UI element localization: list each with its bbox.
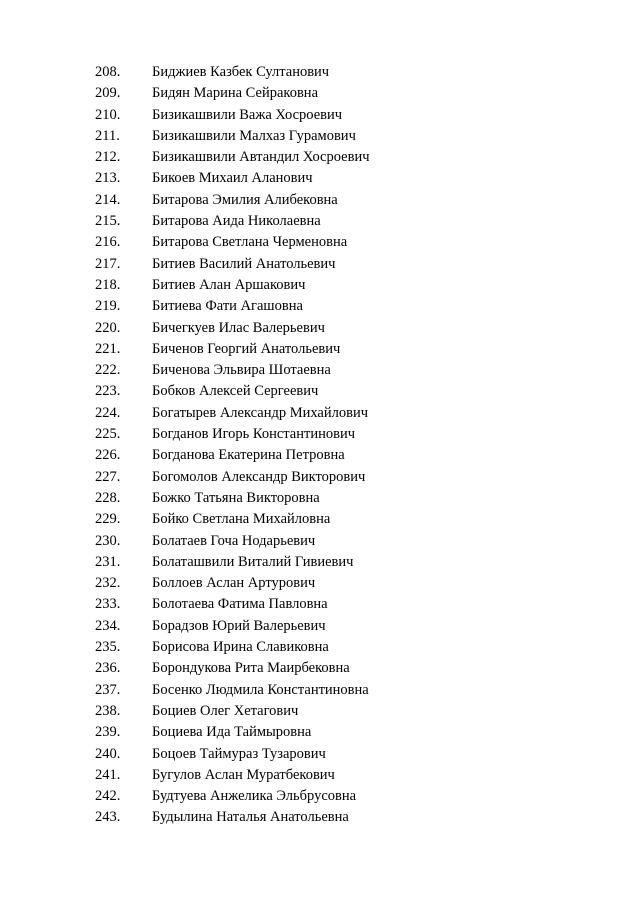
entry-name: Биченова Эльвира Шотаевна (152, 362, 331, 379)
entry-name: Бобков Алексей Сергеевич (152, 383, 319, 400)
name-list (95, 62, 370, 829)
list-item (95, 680, 370, 701)
list-item (95, 190, 370, 211)
entry-number: 226. (95, 447, 121, 464)
entry-number: 239. (95, 724, 121, 741)
entry-number: 243. (95, 809, 121, 826)
entry-name: Божко Татьяна Викторовна (152, 489, 320, 506)
entry-number: 227. (95, 468, 121, 485)
entry-number: 210. (95, 106, 121, 123)
list-item (95, 254, 370, 275)
list-item (95, 744, 370, 765)
list-item (95, 381, 370, 402)
entry-number: 224. (95, 404, 121, 421)
list-item (95, 232, 370, 253)
entry-name: Боцоев Таймураз Тузарович (152, 745, 326, 762)
entry-name: Бикоев Михаил Аланович (152, 170, 313, 187)
entry-number: 234. (95, 617, 121, 634)
entry-name: Богомолов Александр Викторович (152, 468, 366, 485)
entry-name: Бизикашвили Автандил Хосроевич (152, 149, 370, 166)
list-item (95, 296, 370, 317)
entry-number: 232. (95, 575, 121, 592)
entry-number: 242. (95, 788, 121, 805)
entry-name: Битиева Фати Агашовна (152, 298, 303, 315)
list-item (95, 616, 370, 637)
list-item (95, 765, 370, 786)
entry-number: 223. (95, 383, 121, 400)
list-item (95, 168, 370, 189)
entry-name: Бичегкуев Илас Валерьевич (152, 319, 325, 336)
entry-name: Битарова Светлана Черменовна (152, 234, 348, 251)
list-item (95, 403, 370, 424)
list-item (95, 488, 370, 509)
entry-number: 214. (95, 191, 121, 208)
entry-name: Боциев Олег Хетагович (152, 702, 299, 719)
list-item (95, 445, 370, 466)
entry-number: 240. (95, 745, 121, 762)
list-item (95, 722, 370, 743)
list-item (95, 339, 370, 360)
entry-name: Болотаева Фатима Павловна (152, 596, 328, 613)
list-item (95, 126, 370, 147)
list-item (95, 594, 370, 615)
entry-number: 208. (95, 64, 121, 80)
entry-number: 229. (95, 511, 121, 528)
list-item (95, 701, 370, 722)
entry-name: Битиев Алан Аршакович (152, 276, 306, 293)
list-item (95, 637, 370, 658)
entry-number: 233. (95, 596, 121, 613)
list-item (95, 658, 370, 679)
list-item (95, 318, 370, 339)
entry-name: Биджиев Казбек Султанович (152, 64, 330, 80)
entry-name: Богатырев Александр Михайлович (152, 404, 368, 421)
entry-number: 237. (95, 681, 121, 698)
list-item (95, 531, 370, 552)
entry-name: Бойко Светлана Михайловна (152, 511, 331, 528)
list-item (95, 147, 370, 168)
entry-number: 241. (95, 766, 121, 783)
list-item (95, 360, 370, 381)
entry-name: Боциева Ида Таймыровна (152, 724, 312, 741)
entry-number: 231. (95, 553, 121, 570)
list-item (95, 467, 370, 488)
entry-name: Битарова Аида Николаевна (152, 213, 321, 230)
entry-number: 216. (95, 234, 121, 251)
list-item (95, 83, 370, 104)
entry-name: Битарова Эмилия Алибековна (152, 191, 338, 208)
entry-name: Биченов Георгий Анатольевич (152, 340, 341, 357)
list-item (95, 105, 370, 126)
entry-number: 218. (95, 276, 121, 293)
entry-number: 215. (95, 213, 121, 230)
entry-number: 217. (95, 255, 121, 272)
entry-name: Бидян Марина Сейраковна (152, 85, 319, 102)
list-item (95, 62, 370, 83)
entry-name: Будылина Наталья Анатольевна (152, 809, 349, 826)
entry-name: Болатаев Гоча Нодарьевич (152, 532, 316, 549)
list-item (95, 275, 370, 296)
entry-name: Бугулов Аслан Муратбекович (152, 766, 335, 783)
entry-number: 213. (95, 170, 121, 187)
list-item (95, 573, 370, 594)
list-item (95, 786, 370, 807)
entry-number: 230. (95, 532, 121, 549)
entry-number: 225. (95, 426, 121, 443)
entry-name: Борондукова Рита Маирбековна (152, 660, 350, 677)
entry-number: 211. (95, 127, 120, 144)
entry-name: Бизикашвили Малхаз Гурамович (152, 127, 356, 144)
list-item (95, 807, 370, 828)
entry-name: Босенко Людмила Константиновна (152, 681, 369, 698)
entry-name: Битиев Василий Анатольевич (152, 255, 336, 272)
entry-number: 212. (95, 149, 121, 166)
entry-number: 238. (95, 702, 121, 719)
entry-number: 219. (95, 298, 121, 315)
entry-name: Боллоев Аслан Артурович (152, 575, 316, 592)
entry-number: 220. (95, 319, 121, 336)
entry-name: Будтуева Анжелика Эльбрусовна (152, 788, 357, 805)
entry-name: Богданов Игорь Константинович (152, 426, 355, 443)
entry-number: 209. (95, 85, 121, 102)
entry-number: 221. (95, 340, 121, 357)
entry-number: 222. (95, 362, 121, 379)
entry-name: Борадзов Юрий Валерьевич (152, 617, 326, 634)
entry-name: Болаташвили Виталий Гивиевич (152, 553, 354, 570)
list-item (95, 424, 370, 445)
entry-name: Бизикашвили Важа Хосроевич (152, 106, 343, 123)
list-item (95, 509, 370, 530)
entry-number: 236. (95, 660, 121, 677)
entry-number: 235. (95, 639, 121, 656)
entry-number: 228. (95, 489, 121, 506)
list-item (95, 552, 370, 573)
entry-name: Богданова Екатерина Петровна (152, 447, 345, 464)
entry-name: Борисова Ирина Славиковна (152, 639, 329, 656)
list-item (95, 211, 370, 232)
